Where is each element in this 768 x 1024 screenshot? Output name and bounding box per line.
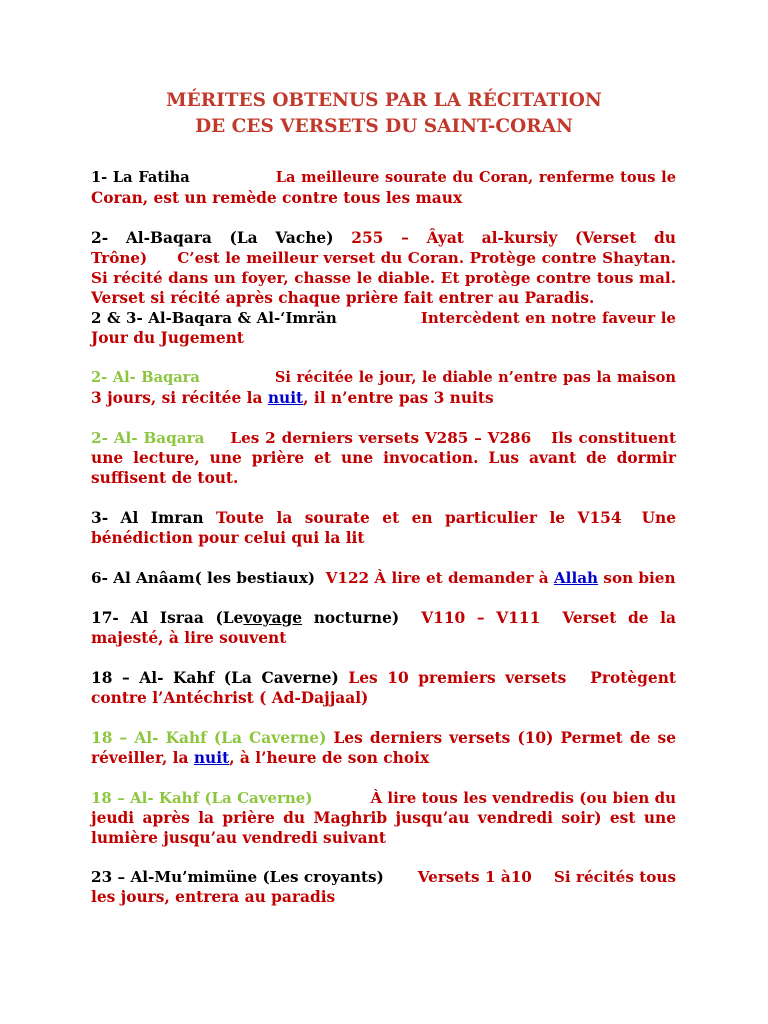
merit-text: Jour du Jugement: [91, 329, 244, 347]
merit-text: une lecture, une prière et une invocation. Lus avant de dormir: [91, 449, 676, 467]
entry-israa: 17- Al Israa (Levoyage nocturne) V110 – V111 Verset de la majesté, à lire souvent: [91, 609, 677, 647]
sourate-name: 18 – Al- Kahf (La Caverne): [91, 669, 339, 687]
merit-text: Toute la sourate et en particulier le V154: [215, 509, 622, 527]
entry-muminune: 23 – Al-Mu’mimüne (Les croyants) Versets 1 à10 Si récités tous les jours, entrera au paradis: [91, 868, 676, 906]
merit-text: À lire tous les vendredis (ou bien du: [370, 789, 676, 807]
merit-text: bénédiction pour celui qui la lit: [91, 529, 365, 547]
sourate-name: 18 – Al- Kahf (La Caverne): [91, 729, 327, 747]
merit-text: contre l’Antéchrist ( Ad-Dajjaal): [91, 689, 369, 707]
entry-kahf-premiers: 18 – Al- Kahf (La Caverne) Les 10 premiers versets Protègent contre l’Antéchrist ( Ad-Dajjaal): [91, 669, 676, 707]
sourate-name: 2- Al-Baqara (La Vache): [91, 229, 334, 247]
sourate-name: 6- Al Anâam( les bestiaux): [91, 569, 316, 587]
merit-text: Verset si récité après chaque prière fait entrer au Paradis.: [91, 289, 595, 307]
merit-text: V122 À lire et demander à: [325, 569, 549, 587]
sourate-name: 3- Al Imran: [91, 509, 204, 527]
allah-link[interactable]: Allah: [553, 569, 599, 587]
entry-anaam: 6- Al Anâam( les bestiaux) V122 À lire et demander à Allah son bien: [91, 569, 676, 587]
merit-text: Les 2 derniers versets V285 – V286: [230, 429, 532, 447]
entry-imran: 3- Al Imran Toute la sourate et en particulier le V154 Une bénédiction pour celui qui la lit: [91, 509, 677, 547]
title-line-2: DE CES VERSETS DU SAINT-CORAN: [195, 116, 573, 137]
merit-text: Intercèdent en notre faveur le: [420, 309, 676, 327]
nuit-link[interactable]: nuit: [267, 389, 304, 407]
page-title: [0, 88, 768, 140]
entry-baqara-imran: [91, 308, 676, 348]
merit-text: Les 10 premiers versets: [348, 669, 567, 687]
verse-ref: Versets 1 à10: [417, 868, 532, 886]
merit-text: lumière jusqu’au vendredi suivant: [91, 829, 386, 847]
merit-text: jeudi après la prière du Maghrib jusqu’au vendredi soir) est une: [91, 809, 676, 827]
verse-ref: V110 – V111: [421, 609, 541, 627]
title-line-1: MÉRITES OBTENUS PAR LA RÉCITATION: [166, 90, 602, 111]
entry-kahf-vendredis: [91, 788, 676, 848]
entry-baqara-kursiy: 2- Al-Baqara (La Vache) 255 – Âyat al-kursiy (Verset du Trône) C’est le meilleur verset du Coran. Protège contre Shaytan. Si récité dans un foyer, chasse le diable. Et protège contre tous mal. Verset si récité après chaque prière fait entrer au Paradis.: [91, 229, 676, 307]
merit-text: Les derniers versets (10): [333, 729, 554, 747]
voyage-link[interactable]: voyage: [243, 609, 303, 627]
sourate-name: 18 – Al- Kahf (La Caverne): [91, 789, 313, 807]
sourate-name: 23 – Al-Mu’mimüne (Les croyants): [91, 868, 384, 886]
merit-text: majesté, à lire souvent: [91, 629, 287, 647]
merit-text: les jours, entrera au paradis: [91, 888, 336, 906]
entry-baqara-jour: 2- Al- Baqara Si récitée le jour, le diable n’entre pas la maison 3 jours, si récitée la nuit, il n’entre pas 3 nuits: [91, 369, 676, 407]
entry-kahf-derniers: 18 – Al- Kahf (La Caverne) Les derniers versets (10) Permet de se réveiller, la nuit, à l’heure de son choix: [91, 729, 676, 767]
sourate-name: 1- La Fatiha: [91, 169, 190, 186]
sourate-name: 2- Al- Baqara: [91, 369, 200, 386]
sourate-name: 17- Al Israa (Levoyage nocturne): [91, 609, 400, 627]
sourate-name: 2- Al- Baqara: [91, 429, 205, 447]
merit-text: Coran, est un remède contre tous les maux: [91, 189, 463, 207]
entry-fatiha: [91, 168, 676, 208]
entry-baqara-derniers: 2- Al- Baqara Les 2 derniers versets V285 – V286 Ils constituent une lecture, une prière et une invocation. Lus avant de dormir suffisent de tout.: [91, 429, 676, 487]
nuit-link[interactable]: nuit: [193, 749, 230, 767]
sourate-name: 2 & 3- Al-Baqara & Al-‘Imrän: [91, 309, 337, 327]
merit-text: La meilleure sourate du Coran, renferme tous le: [275, 169, 676, 186]
merit-text: C’est le meilleur verset du Coran. Protège contre Shaytan.: [177, 249, 676, 267]
verse-ref: 255 – Âyat al-kursiy (Verset du: [351, 229, 676, 247]
merit-text: Si récitée le jour, le diable n’entre pas la maison: [274, 369, 676, 386]
merit-text: suffisent de tout.: [91, 469, 239, 487]
merit-text: Si récité dans un foyer, chasse le diable. Et protège contre tous mal.: [91, 269, 676, 287]
